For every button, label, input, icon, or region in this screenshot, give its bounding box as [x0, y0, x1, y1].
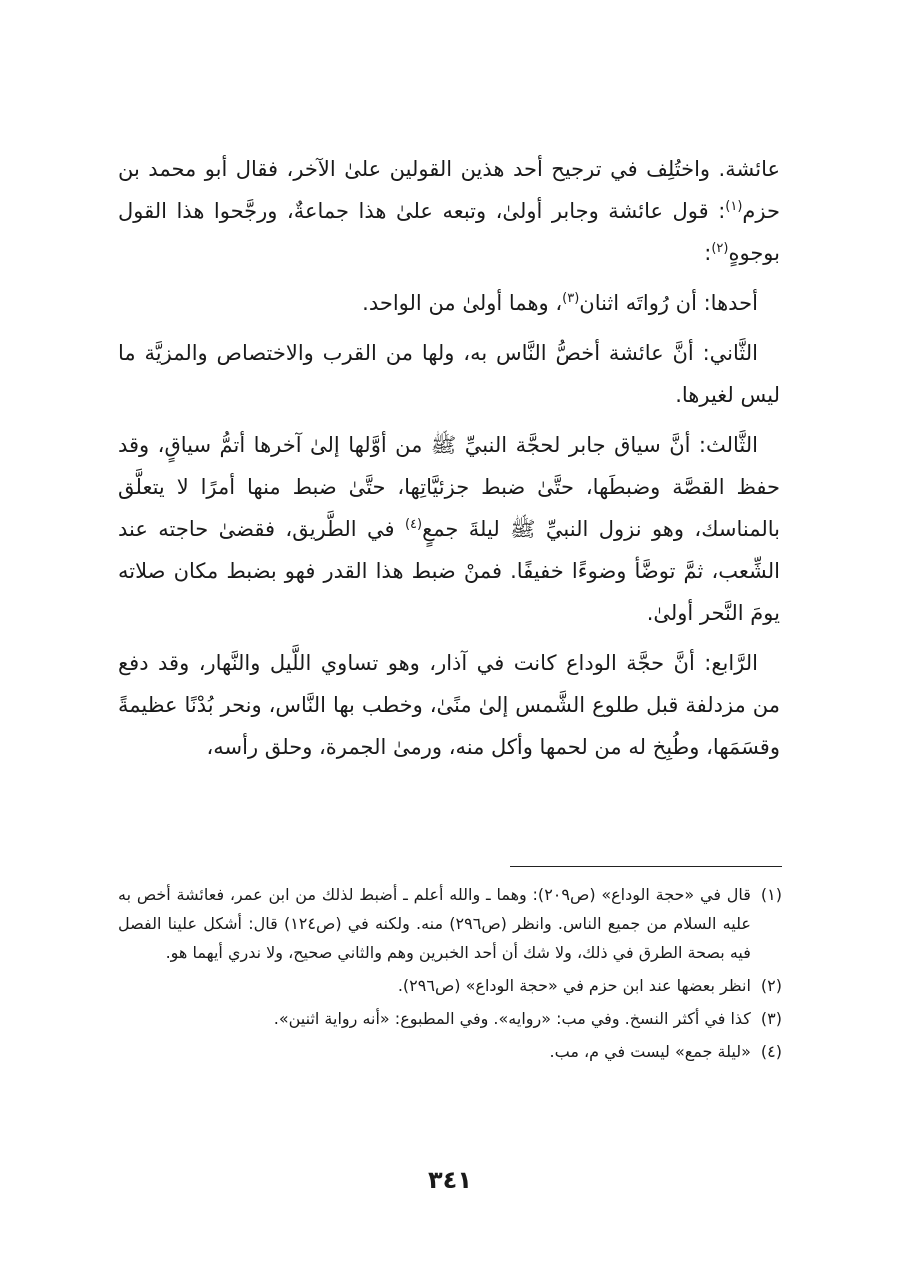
page-number: ٣٤١: [428, 1166, 472, 1194]
footnote-ref-3[interactable]: (٣): [562, 291, 580, 306]
footnote-3: [118, 1004, 782, 1033]
paragraph-2: أحدها: أن رُواتَه اثنان$^{(٣)}$، وهما أولىٰ من الواحد.: [362, 291, 758, 315]
footnote-text: قال في «حجة الوداع» (ص٢٠٩): وهما ـ والله أعلم ـ أضبط لذلك من ابن عمر، فعائشة أخص به عليه السلام من جميع الناس. وانظر (ص٢٩٦) منه. ولكنه في (ص١٢٤) قال: أشكل علينا الفصل فيه بصحة الطرق في ذلك، ولا شك أن أحد الخبرين وهم والثاني صحيح، ولا ندري أيهما هو.: [118, 885, 751, 962]
footnote-number: (٢): [760, 976, 782, 995]
footnotes: [118, 880, 782, 1070]
paragraph-3: الثَّاني: أنَّ عائشة أخصُّ النَّاس به، ولها من القرب والاختصاص والمزيَّة ما ليس لغيرها.: [118, 341, 780, 407]
paragraph-5: الرَّابع: أنَّ حجَّة الوداع كانت في آذار، وهو تساوي اللَّيل والنَّهار، وقد دفع من مزدلفة قبل طلوع الشَّمس إلىٰ منًىٰ، وخطب بها النَّاس، ونحر بُدْنًا عظيمةً وقسَمَها، وطُبِخ له من لحمها وأكل منه، ورمىٰ الجمرة، وحلق رأسه،: [118, 651, 780, 759]
footnote-text: انظر بعضها عند ابن حزم في «حجة الوداع» (ص٢٩٦).: [397, 976, 751, 995]
footnote-number: (١): [760, 885, 782, 904]
footnote-1: [118, 880, 782, 967]
footnote-ref-2[interactable]: (٢): [711, 241, 729, 256]
paragraph-4: الثَّالث: أنَّ سياق جابر لحجَّة النبيِّ ﷺ من أوَّلها إلىٰ آخرها أتمُّ سياقٍ، وقد حفظ القصَّة وضبطَها، حتَّىٰ ضبط جزئيَّاتِها، حتَّىٰ ضبط منها أمرًا لا يتعلَّق بالمناسك، وهو نزول النبيِّ ﷺ ليلةَ جمعٍ$^{(٤)}$ في الطَّريق، فقضىٰ حاجته عند الشِّعب، ثمَّ توضَّأ وضوءًا خفيفًا. فمنْ ضبط هذا القدر فهو بضبط مكان صلاته يومَ النَّحر أولىٰ.: [118, 433, 780, 625]
footnote-text: «ليلة جمع» ليست في م، مب.: [549, 1042, 751, 1061]
footnote-2: [118, 971, 782, 1000]
footnote-ref-4[interactable]: (٤): [404, 517, 423, 532]
footnote-4: [118, 1037, 782, 1066]
paragraph-1: عائشة. واختُلِف في ترجيح أحد هذين القولين علىٰ الآخر، فقال أبو محمد بن حزم$^{(١)}$: قول عائشة وجابر أولىٰ، وتبعه علىٰ هذا جماعةٌ، ورجَّحوا هذا القول بوجوهٍ$^{(٢)}$:: [118, 157, 780, 265]
footnote-number: (٤): [760, 1042, 782, 1061]
footnote-number: (٣): [760, 1009, 782, 1028]
main-text: [118, 148, 780, 776]
footnote-ref-1[interactable]: (١): [725, 199, 743, 214]
footnote-divider: [510, 866, 782, 867]
footnote-text: كذا في أكثر النسخ. وفي مب: «روايه». وفي المطبوع: «أنه رواية اثنين».: [273, 1009, 751, 1028]
